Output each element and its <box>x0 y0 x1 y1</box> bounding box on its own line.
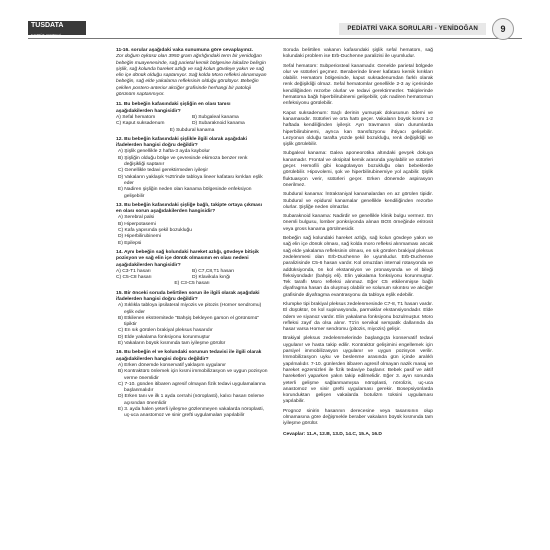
option: A) Sıklıkla tabloya ipsilateral miyozis ve pitozis (Horner sendromu) eşlik eder <box>118 303 262 315</box>
question-text: 14. Aynı bebeğin sağ kolundaki hareket azlığı, gövdeye bitişik pozisyon ve sağ elin içe dönük olmasının en olası nedeni aşağıdakilerden hangisidir? <box>116 249 259 268</box>
option: E) Nadiren şişliğin neden olan kanama bölgesinde enfeksiyon gelişebilir <box>118 187 252 199</box>
case-intro: Zor doğum öyküsü olan 3950 gram ağırlığındaki term bir yenidoğan bebeğin muayenesinde, sağ parietal kemik bölgesine lokalize belirgin şişlik, sağ kolunda hareket azlığı ve sağ kolun gövdeye yakın ve sağ elin içe dönük olduğu saptanıyor. Sağ kolda Moro refleksi alınamayan bebeğin, sağ elde yakalama refleksinin olduğu görülüyor. Bebeğin çekilen postero-anterior akciğer grafisinde herhangi bir patoloji görünüm saptanmıyor. <box>116 54 267 98</box>
option: C) C5-C8 hasarı <box>116 275 152 281</box>
option: E) Epilepsi <box>118 240 142 246</box>
answer-key: Cevaplar: 11.A, 12.B, 13.D, 14.C, 15.A, 16.D <box>283 431 382 437</box>
option: C) Kafa yapısında şekil bozukluğu <box>118 228 192 234</box>
explanation-paragraph: Prognoz sinirin hasarının derecesine veya tasarısının olup olmamasına göre değişmekle beraber vakaların büyük kısmında tam iyileşme görülür. <box>283 408 433 427</box>
question-text: 15. Bir önceki soruda belirtilen sorun ile ilgili olarak aşağıdaki ifadelerden hangisi doğru değildir? <box>116 290 260 302</box>
option: D) Klavikula kırığı <box>192 275 231 281</box>
intro-title: 11-16. sorular aşağıdaki vaka sunumuna göre cevaplayınız. <box>116 48 253 53</box>
question-13 <box>116 203 268 247</box>
option: B) Etkilenen ekstremitede "Bahşiş bekleyen garson el görünümü" tipiktir <box>118 315 260 328</box>
option: C) En sık görülen brakiyal pleksus hasarıdır <box>118 328 213 334</box>
question-14 <box>116 250 268 288</box>
question-16 <box>116 350 268 419</box>
option: A) Serebral palsi <box>118 215 155 221</box>
option: E) C3-C5 hasarı <box>174 281 210 287</box>
option: D) Erken tanı ve ilk 1 ayda cerrahi (nöroplasti), kalıcı hasarı önleme açısından önemlidir <box>118 394 264 406</box>
question-11 <box>116 102 268 133</box>
right-column <box>283 48 433 438</box>
option: D) Subaraknoid kanama <box>192 121 245 127</box>
explanation-paragraph: Klumpke tipi brakiyal pleksus zedelenmesinde C7-8, T1 hasarı vardır. El düşüktür, ön kol supinasyonda, parmaklar ekstansiyondadır. Elde ödem ve siyanoz vardır. Elin yakalama fonksiyonu bozulmuştur. Moro refleksi zayıf da olsa alınır. T1'in servikal sempatik dallarında da hasar varsa Horner sendromu (pitozis, miyozis) gelişir. <box>283 301 433 333</box>
option: B) Subgaleal kanama <box>192 114 239 120</box>
question-text: 16. Bu bebeğin el ve kolundaki sorunun tedavisi ile ilgili olarak aşağıdakilerden hangisi doğru değildir? <box>116 350 262 362</box>
explanation-paragraph: Kaput suksadenum: Saçlı derinin yumuşak dokusunun ödemi ve kanamasıdır. Sütürleri ve orta hattı geçer. Vakaların büyük kısmı 1-2 haftada kendiliğinden iyileşir. Ayrı travmanın olan durumlarda hiperbilirubinemi, ayrıca kan transfüzyonu ihtiyacı gelişebilir. Lezyonun olduğu tarafta yüzde şekil bozukluğu, renk değişikliği ve şişlik görülebilir. <box>283 110 433 148</box>
option: C) 7-10. günden itibaren agresif olmayan fizik tedavi uygulamalarına başlanmalıdır <box>118 381 266 394</box>
option: A) C3-T1 hasarı <box>116 268 151 274</box>
running-title: PEDİATRİ VAKA SORULARI - YENİDOĞAN <box>339 23 486 35</box>
option: B) Kontraktürü önlemek için kısmi immobilizasyon ve uygun pozisyon verme önemlidir <box>118 369 268 381</box>
left-column <box>116 48 268 423</box>
option: A) Erken dönemde konservatif yaklaşım uygulanır <box>118 362 226 368</box>
question-12 <box>116 137 268 200</box>
option: E) Subdural kanama <box>169 127 215 133</box>
option: B) Şişliğin olduğu bölge ve çevresinde ekimoza benzer renk değişikliği saptanır <box>118 155 248 168</box>
explanation-paragraph: Sefal hematom: Subperiosteal kanamadır. Genelde parietal bölgede olur ve sütürleri geçmez. Beraberinde lineer kafatası kemik kırıkları olabilir. Hematom bölgesinde, kaput suksadenumdan farklı olarak renk değişikliği olmaz. Sefal hematomlar genellikle 2-3 ay içerisinde kendiliğinden rezorbe olurlar ve tedavi gerektirmezler. Takiplerinde hematoma bağlı hiperbilirubinemi gelişebilir, çok nadiren hematomun enfeksiyonu görülebilir. <box>283 63 433 107</box>
question-text: 11. Bu bebeğin kafasındaki şişliğin en olası tanısı aşağıdakilerden hangisidir? <box>116 102 231 114</box>
logo-subtext: KAMPÜS YAYINEVİ <box>31 33 61 37</box>
option: D) Elde yakalama fonksiyonu korunmuştur <box>118 334 210 340</box>
option: D) Vakaların yaklaşık %25'inde tabloya lineer kafatası kırıkları eşlik eder <box>118 174 263 186</box>
page-number: 9 <box>492 18 514 40</box>
explanation-paragraph: Brakiyal pleksus zedelenmelerinde başlangıçta konservatif tedavi uygulanır ve hasta takip edilir. Kontraktür gelişimini engellemek için parsiyel immobilizasyon uygulanır ve uygun pozisyon verilir. İmmobilizasyon uyku ve beslenme arasında gün içinde aralıklı yapılmalıdır. 7-10. günlerden itibaren agresif olmayan nazik masaj ve hareket egzersizleri ile fizik tedaviye başlanır. Bebek pasif ve aktif hareketleri yaparken yakın takip edilmelidir. Eğer 3. ayın sonunda yeterli gelişme sağlanmamışsa nöroplasti, nörolizis, uç-uca anastomoz ve sinir grefti uygulaması gerekir. Bosepsiyonlarda korunduktan gelişen vakalarda botulizm toksini uygulaması yapılabilir. <box>283 336 433 405</box>
question-15 <box>116 291 268 348</box>
option: E) Vakaların büyük kısmında tam iyileşme görülür <box>118 341 226 347</box>
option: A) Sefal hematom <box>116 114 156 120</box>
option: B) Hiperpotasemi <box>118 221 156 227</box>
option: C) Genellikle tedavi gerektirmeden iyileşir <box>118 168 208 174</box>
explanation-paragraph: Bebeğin sağ kolundaki hareket azlığı, sağ kolun gövdeye yakın ve sağ elin içe dönük olması, sağ kolda moro refleksi alınmaması ancak sağ elde yakalama refleksinin olması, en sık görülen brakiyal pleksus zedelenmesi olan Erb-Duchenne ile uyumludur. Erb-Duchenne paralizisinde C5-6 hasarı vardır. Kol omuzdan internal rotasyonda ve addüksiyonda, ön kol ekstansiyon ve pronasyonda ve el bileği fleksiyondadır (bahşiş eli). Elin yakalama fonksiyonu korunmuştur. Tek taraflı Moro refleksi alınmaz. Eğer C5 etkilenmişse bağlı diyafragma hasarı da oluşmuş olabilir ve solunum sıkıntısı ve akciğer grafisinde diyafragma evantrasyonu da tabloya eşlik edebilir. <box>283 236 433 298</box>
explanation-paragraph: Subgaleal kanama: Galea aponeorotika altındaki gevşek dokuya kanamadır. Frontal ve oksipital kemik arasında yayılabilir ve sütürleri geçer. Hemofili gibi koagülasyon bozukluğu olan bebeklerde görülebilir. Hipovolemi, şok ve hiperbilirubinemiye yol açabilir. Şişlik fluktuasyon verir, sütürleri geçer. Erken dönemde aspirasyon önerilmez. <box>283 151 433 188</box>
explanation-paragraph: Subdural kanama: İntrakraniyal kanamalardan en az görülen tipidir. Subdural ve epidural kanamalar genellikle kendiliğinden rezorbe olurlar. Şişliğe neden olmazlar. <box>283 192 433 210</box>
option: D) Hiperbilirubinemi <box>118 234 161 240</box>
logo-text: TUSDATA <box>31 22 64 29</box>
question-text: 13. Bu bebeğin kafasındaki şişliğe bağlı, takipte ortaya çıkması en olası sorun aşağıdakilerden hangisidir? <box>116 202 262 215</box>
option: E) 3. ayda halen yeterli iyileşme gözlenmeyen vakalarda nöroplasti, uç-uca anastomoz ve sinir grefti uygulamaları yapılabilir <box>118 407 264 419</box>
question-text: 12. Bu bebeğin kafasındaki şişlikle ilgili olarak aşağıdaki ifadelerden hangisi doğru değildir? <box>116 136 248 149</box>
explanation-paragraph: Subaraknoid kanama: Nadirdir ve genellikle klinik bulgu vermez. En önemli bulgusu, lomber ponksiyonda alınan BOS örneğinde eritrosit veya gross kanama görülmesidir. <box>283 214 433 232</box>
option: B) C7,C8,T1 hasarı <box>192 268 235 274</box>
page-header <box>28 20 522 39</box>
option: C) Kaput suksadenum <box>116 121 165 127</box>
publisher-logo <box>28 21 86 35</box>
explanation-paragraph: Soruda belirtilen vakanın kafasındaki şişlik sefal hematom, sağ kolundaki problem ise Erb-Duchenne paralizisi ile uyumludur. <box>283 48 433 60</box>
option: A) Şişlik genellikle 2 hafta-3 ayda kaybolur <box>118 149 210 155</box>
